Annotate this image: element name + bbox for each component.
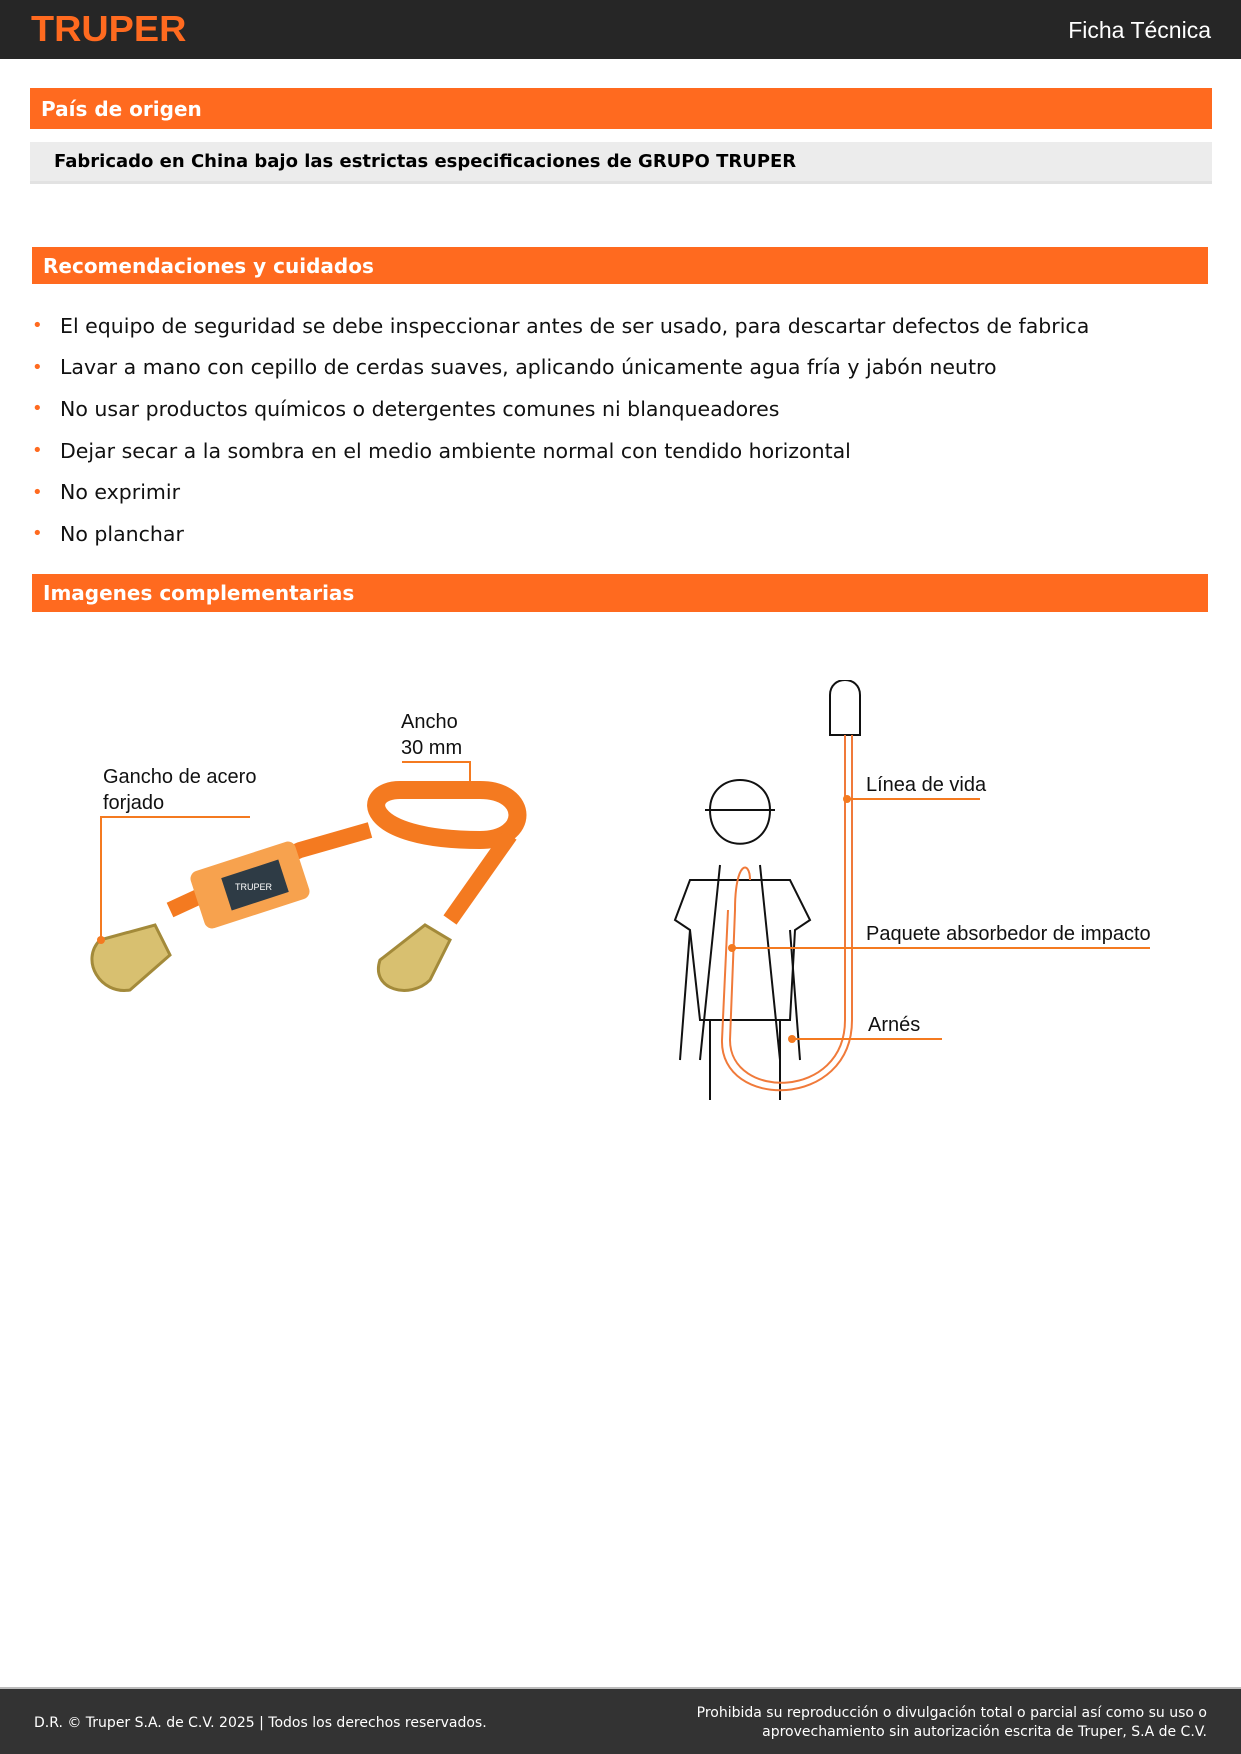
bullet-icon: • <box>32 356 43 378</box>
copyright: D.R. © Truper S.A. de C.V. 2025 | Todos los derechos reservados. <box>34 1715 487 1731</box>
bullet-icon: • <box>32 481 43 503</box>
item-text: El equipo de seguridad se debe inspeccionar antes de ser usado, para descartar defectos de fabrica <box>60 313 1090 338</box>
item-text: No planchar <box>60 521 184 546</box>
bullet-icon: • <box>32 440 43 462</box>
origin-heading: País de origen <box>30 88 1212 129</box>
footer <box>0 1687 1241 1754</box>
item-text: Lavar a mano con cepillo de cerdas suaves, aplicando únicamente agua fría y jabón neutro <box>60 355 997 380</box>
list-item <box>32 388 1089 430</box>
label-harness: Arnés <box>868 1014 921 1036</box>
bullet-icon: • <box>32 315 43 337</box>
document-title: Ficha Técnica <box>1068 17 1211 43</box>
recommendations-heading: Recomendaciones y cuidados <box>32 247 1208 284</box>
header <box>0 0 1241 59</box>
list-item <box>32 471 1089 513</box>
tag-brand: TRUPER <box>235 882 273 892</box>
label-hook-2: forjado <box>103 792 165 814</box>
origin-text: Fabricado en China bajo las estrictas especificaciones de GRUPO TRUPER <box>30 142 1212 184</box>
item-text: Dejar secar a la sombra en el medio ambiente normal con tendido horizontal <box>60 438 851 463</box>
images-heading: Imagenes complementarias <box>32 574 1208 612</box>
item-text: No exprimir <box>60 480 181 505</box>
truper-logo: TRUPER <box>31 8 187 49</box>
label-width-value: 30 mm <box>401 737 463 759</box>
list-item <box>32 347 1089 389</box>
label-hook: Gancho de acero <box>103 766 257 788</box>
recommendations-list <box>32 305 1089 555</box>
label-absorber: Paquete absorbedor de impacto <box>866 923 1151 945</box>
lanyard-image <box>60 690 560 1010</box>
harness-diagram <box>650 680 1160 1105</box>
label-width: Ancho <box>401 711 458 733</box>
legal-notice <box>697 1704 1207 1742</box>
bullet-icon: • <box>32 523 43 545</box>
bullet-icon: • <box>32 398 43 420</box>
label-lifeline: Línea de vida <box>866 774 987 796</box>
list-item <box>32 305 1089 347</box>
legal-line-2: aprovechamiento sin autorización escrita de Truper, S.A de C.V. <box>762 1724 1207 1740</box>
list-item <box>32 513 1089 555</box>
list-item <box>32 430 1089 472</box>
item-text: No usar productos químicos o detergentes comunes ni blanqueadores <box>60 396 780 421</box>
legal-line-1: Prohibida su reproducción o divulgación total o parcial así como su uso o <box>696 1705 1207 1721</box>
